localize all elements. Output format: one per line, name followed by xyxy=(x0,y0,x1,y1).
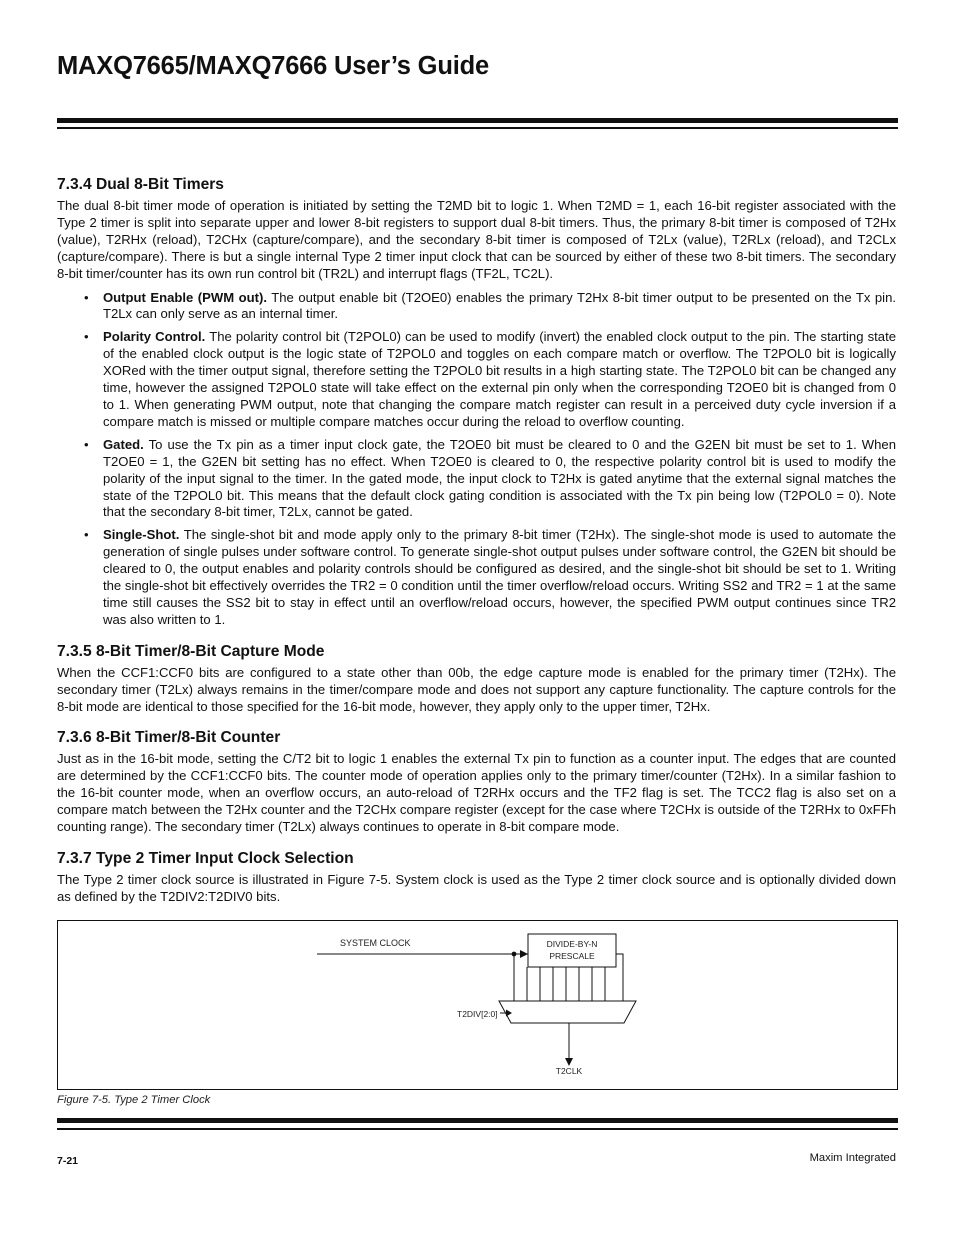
header-rule-thick xyxy=(57,118,898,123)
section-body-7-3-4: The dual 8-bit timer mode of operation is initiated by setting the T2MD bit to logic 1. When T2MD = 1, each 16-bit register associated with the Type 2 timer is split into separate upper and lower 8-bit registers to support dual 8-bit timers. Thus, the primary 8-bit timer is composed of T2Hx (value), T2RHx (reload), T2CHx (capture/compare), and the secondary 8-bit timer is composed of T2Lx (value), T2RLx (reload), and T2CLx (capture/compare). There is but a single internal Type 2 timer input clock that can be sourced by either of these two 8-bit timers. The secondary 8-bit timer/counter has its own run control bit (TR2L) and interrupt flags (TF2L, TC2L). xyxy=(57,198,896,281)
list-item-term: Gated. xyxy=(103,436,144,452)
prescaler-input-arrow xyxy=(520,950,528,958)
t2clk-output-label: T2CLK xyxy=(555,1066,583,1076)
section-heading-7-3-4: 7.3.4 Dual 8-Bit Timers xyxy=(57,176,224,193)
list-item-term: Output Enable (PWM out). xyxy=(103,289,268,305)
bullet-marker: • xyxy=(84,436,89,452)
t2clk-output-arrow xyxy=(565,1058,573,1066)
list-item-text: The polarity control bit (T2POL0) can be used to modify (invert) the enabled clock output to the pin. The starting state of the enabled clock output is the logic state of T2POL0 and toggles on each compare match or overflow. The T2POL0 bit is logically XORed with the timer output signal, therefore setting the T2POL0 bit results in a high starting state. The T2POL0 bit can be changed any time, however the assigned T2POL0 state will take effect on the external pin only when the corresponding T2OE0 bit is changed from 0 to 1. When generating PWM output, note that changing the compare match register can result in a perceived duty cycle inversion if a compare match is missed or multiple compare matches occur during the reload to overflow counting. xyxy=(103,329,896,429)
bullet-list xyxy=(57,290,896,629)
section-body-7-3-6: Just as in the 16-bit mode, setting the C/T2 bit to logic 1 enables the external Tx pin to function as a counter input. The edges that are counted are determined by the CCF1:CCF0 bits. The counter mode of operation applies only to the primary timer/counter (T2Hx). In a similar fashion to the 16-bit counter mode, when an overflow occurs, an auto-reload of T2RHx occurs and the TF2 flag is set. The TCC2 flag is also set on a compare match between the T2Hx counter and the T2CHx compare register (except for the case where T2CHx is outside of the T2RHx to 0xFFh counting range). The secondary timer (T2Lx) always continues to operate in 8-bit compare mode. xyxy=(57,751,896,835)
figure-caption: Figure 7-5. Type 2 Timer Clock xyxy=(57,1094,211,1106)
footer-rule-thick xyxy=(57,1118,898,1123)
list-item-text: The single-shot bit and mode apply only to the primary 8-bit timer (T2Hx). The single-shot mode is used to automate the generation of single pulses under software control. To generate single-shot output pulses under software control, the G2EN bit should be cleared to 0, the output enables and polarity controls should be configured as desired, and the single-shot bit should be set to 1. Writing the single-shot bit effectively overrides the TR2 = 0 condition until the timer overflow/reload occurs. Writing SS2 and TR2 = 1 at the same time still causes the SS2 bit to stay in effect until an overflow/reload occurs, however, the specified PWM output continues since TR2 was also written to 1. xyxy=(103,527,896,627)
list-item-gated xyxy=(57,437,896,522)
clock-select-mux xyxy=(499,1001,636,1023)
list-item-polarity-control xyxy=(57,329,896,430)
section-body-7-3-7: The Type 2 timer clock source is illustrated in Figure 7-5. System clock is used as the Type 2 timer clock source and is optionally divided down as defined by the T2DIV2:T2DIV0 bits. xyxy=(57,872,896,904)
prescaler-label-line2: PRESCALE xyxy=(549,951,595,961)
bullet-marker: • xyxy=(84,527,89,543)
figure-7-5-frame xyxy=(57,920,898,1090)
bullet-marker: • xyxy=(84,289,89,305)
list-item-output-enable xyxy=(57,290,896,324)
header-rule-thin xyxy=(57,127,898,129)
list-item-text: To use the Tx pin as a timer input clock gate, the T2OE0 bit must be cleared to 0 and the G2EN bit must be set to 1. When T2OE0 = 1, the G2EN bit setting has no effect. When T2OE0 is cleared to 0, the respective polarity control bit is used to modify the polarity of the input signal to the timer. In the gated mode, the input clock to T2Hx is gated anytime that the external signal matches the state of the T2POL0 bit. This means that the default clock gating condition is associated with the Tx pin being low (T2POL0 = 0). Note that the secondary 8-bit timer, T2Lx, cannot be gated. xyxy=(103,436,896,520)
list-item-text: The output enable bit (T2OE0) enables the primary T2Hx 8-bit timer output to be presented on the Tx pin. T2Lx can only serve as an internal timer. xyxy=(103,289,896,322)
timer-clock-diagram xyxy=(58,921,897,1089)
document-title: MAXQ7665/MAXQ7666 User’s Guide xyxy=(57,52,489,80)
list-item-term: Single-Shot. xyxy=(103,527,180,543)
section-heading-7-3-5: 7.3.5 8-Bit Timer/8-Bit Capture Mode xyxy=(57,642,325,660)
prescaler-label-line1: DIVIDE-BY-N xyxy=(546,939,598,949)
section-body-7-3-5: When the CCF1:CCF0 bits are configured to a state other than 00b, the edge capture mode is enabled for the primary timer (T2Hx). The secondary timer (T2Lx) always remains in the timer/compare mode and does not support any capture functionality. The capture controls for the 8-bit mode are identical to those specified for the 16-bit mode, however, they apply only to the upper timer, T2Hx. xyxy=(57,664,896,714)
footer-rule-thin xyxy=(57,1128,898,1130)
t2div-select-label: T2DIV[2:0] xyxy=(457,1009,498,1019)
system-clock-label: SYSTEM CLOCK xyxy=(340,938,411,948)
list-item-single-shot xyxy=(57,527,896,628)
bullet-marker: • xyxy=(84,329,89,345)
section-heading-7-3-6: 7.3.6 8-Bit Timer/8-Bit Counter xyxy=(57,729,281,747)
company-name: Maxim Integrated xyxy=(809,1152,896,1164)
section-heading-7-3-7: 7.3.7 Type 2 Timer Input Clock Selection xyxy=(57,850,354,867)
list-item-term: Polarity Control. xyxy=(103,329,206,345)
page-content xyxy=(57,175,896,906)
page-number: 7-21 xyxy=(57,1155,79,1167)
